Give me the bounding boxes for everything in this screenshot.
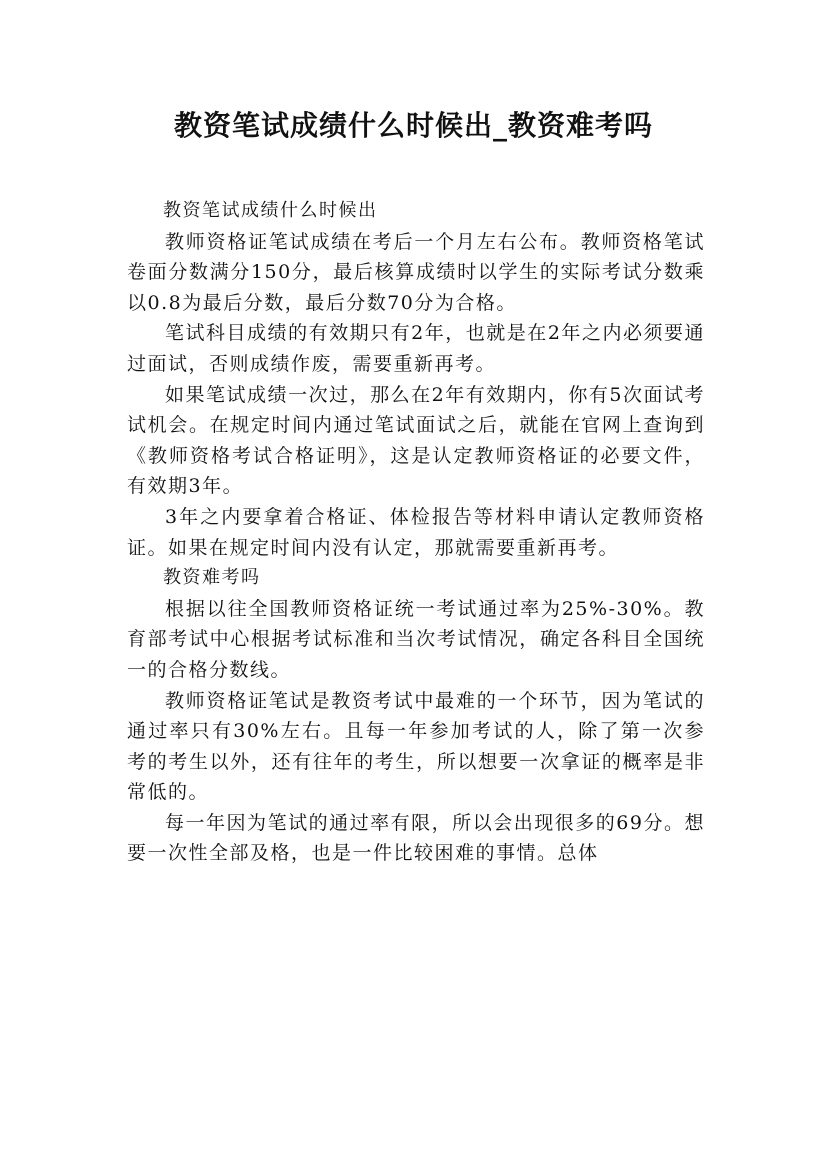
section-heading: 教资难考吗 [163, 567, 261, 589]
paragraph: 教师资格证笔试成绩在考后一个月左右公布。教师资格笔试卷面分数满分150分，最后核算成绩时以学生的实际考试分数乘以0.8为最后分数，最后分数70分为合格。 [127, 230, 705, 314]
paragraph: 笔试科目成绩的有效期只有2年，也就是在2年之内必须要通过面试，否则成绩作废，需要重新再考。 [127, 322, 705, 375]
document-title: 教资笔试成绩什么时候出_教资难考吗 [173, 109, 653, 142]
paragraph: 每一年因为笔试的通过率有限，所以会出现很多的69分。想要一次性全部及格，也是一件比较困难的事情。总体 [127, 811, 705, 865]
document-body [127, 196, 705, 869]
paragraph: 根据以往全国教师资格证统一考试通过率为25%-30%。教育部考试中心根据考试标准和当次考试情况，确定各科目全国统一的合格分数线。 [127, 597, 705, 681]
paragraph: 教师资格证笔试是教资考试中最难的一个环节，因为笔试的通过率只有30%左右。且每一年参加考试的人，除了第一次参考的考生以外，还有往年的考生，所以想要一次拿证的概率是非常低的。 [127, 689, 705, 804]
paragraph: 如果笔试成绩一次过，那么在2年有效期内，你有5次面试考试机会。在规定时间内通过笔试面试之后，就能在官网上查询到《教师资格考试合格证明》，这是认定教师资格证的必要文件，有效期3年。 [127, 383, 705, 498]
section-heading: 教资笔试成绩什么时候出 [163, 200, 378, 221]
paragraph: 3年之内要拿着合格证、体检报告等材料申请认定教师资格证。如果在规定时间内没有认定，那就需要重新再考。 [127, 505, 705, 559]
